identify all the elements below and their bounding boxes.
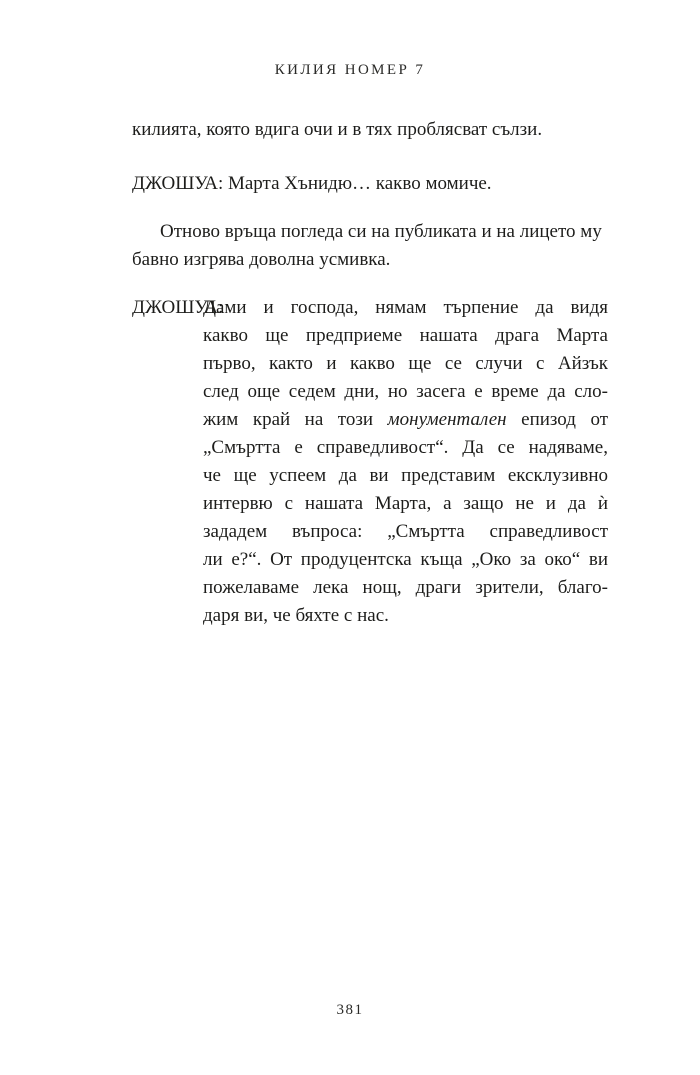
speech-line-4: след още седем дни, но засега е време да сло- xyxy=(203,381,608,402)
speech-line-2: какво ще предприеме нашата драга Марта xyxy=(203,325,608,346)
speech-line-5 xyxy=(203,406,608,434)
paragraph-3-line-2: бавно изгрява доволна усмивка. xyxy=(132,249,391,270)
speech-line-12: даря ви, че бяхте с нас. xyxy=(203,605,389,626)
speech-line-11: пожелаваме лека нощ, драги зрители, благо- xyxy=(203,577,608,598)
speech-line-6: „Смъртта е справедливост“. Да се надяваме, xyxy=(203,437,608,458)
paragraph-3-line-1: Отново връща погледа си на публиката и на лицето му xyxy=(160,221,602,242)
paragraph-3-stage-direction xyxy=(132,218,608,274)
running-head: КИЛИЯ НОМЕР 7 xyxy=(274,62,426,78)
speech-line-9: зададем въпроса: „Смъртта справедливост xyxy=(203,521,608,542)
speech-line-5-before: жим край на този xyxy=(203,409,388,430)
speech-line-8: интервю с нашата Марта, а защо не и да ѝ xyxy=(203,493,608,514)
speech-line-5-italic: монументален xyxy=(387,409,507,430)
paragraph-1: килията, която вдига очи и в тях проблясват сълзи. xyxy=(132,119,543,140)
speech-line-10: ли е?“. От продуцентска къща „Око за око“ ви xyxy=(203,549,608,570)
speech-line-1: Дами и господа, нямам търпение да видя xyxy=(203,297,608,318)
page-number: 381 xyxy=(336,1002,364,1018)
speech-line-7: че ще успеем да ви представим ексклузивно xyxy=(203,465,608,486)
speech-line-3: първо, както и какво ще се случи с Айзък xyxy=(203,353,608,374)
speaker-name: ДЖОШУА: xyxy=(132,297,224,318)
paragraph-2-dialogue: ДЖОШУА: Марта Хънидю… какво момиче. xyxy=(132,173,492,194)
speech-line-5-after: епизод от xyxy=(506,409,608,430)
speech-lines xyxy=(203,294,608,630)
